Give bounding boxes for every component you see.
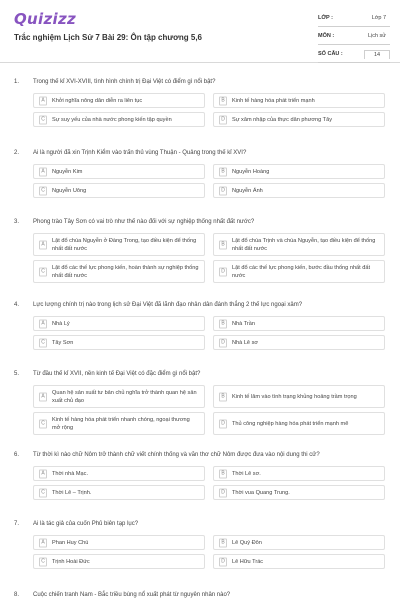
option-letter-box: D — [219, 267, 227, 276]
option-text: Lật đổ các thế lực phong kiến, hoàn thành sự nghiệp thống nhất đất nước — [52, 264, 199, 279]
option-letter-box: A — [39, 319, 47, 328]
answer-option-c[interactable] — [33, 260, 205, 283]
option-text: Kinh tế hàng hóa phát triển mạnh — [232, 97, 315, 104]
answer-option-a[interactable] — [33, 535, 205, 550]
question-header — [0, 521, 400, 535]
answer-option-b[interactable] — [213, 535, 385, 550]
subject-value: Lịch sử — [367, 33, 386, 39]
answer-option-b[interactable] — [213, 385, 385, 408]
question-count-value: 14 — [364, 50, 390, 59]
option-text: Tây Sơn — [52, 339, 74, 346]
question-text: Ai là người đã xin Trịnh Kiểm vào trấn thủ vùng Thuận - Quảng trong thế kỉ XVI? — [33, 150, 247, 156]
question-text: Trong thế kỉ XVI-XVIII, tình hình chính trị Đại Việt có điểm gì nổi bật? — [33, 79, 216, 85]
question-number: 5. — [14, 371, 20, 377]
option-letter-box: B — [219, 538, 227, 547]
question-header — [0, 219, 400, 233]
option-letter-box: A — [39, 469, 47, 478]
question-text: Từ đầu thế kỉ XVII, nền kinh tế Đại Việt có đặc điểm gì nổi bật? — [33, 371, 201, 377]
answer-option-d[interactable] — [213, 260, 385, 283]
option-text: Trịnh Hoài Đức — [52, 558, 90, 565]
option-text: Nhà Trần — [232, 320, 256, 327]
answer-option-a[interactable] — [33, 93, 205, 108]
option-letter-box: D — [219, 557, 227, 566]
class-label: LỚP : — [318, 15, 333, 21]
answer-option-a[interactable] — [33, 233, 205, 256]
option-text: Quan hệ sản xuất tư bản chủ nghĩa trở thành quan hệ sản xuất chủ đạo — [52, 389, 197, 404]
option-text: Kinh tế lâm vào tình trạng khủng hoảng trầm trọng — [232, 393, 357, 400]
answer-option-c[interactable] — [33, 183, 205, 198]
quizizz-logo: Quizizz — [14, 10, 77, 28]
answer-option-a[interactable] — [33, 316, 205, 331]
answer-option-a[interactable] — [33, 385, 205, 408]
option-text: Nguyễn Uông — [52, 187, 87, 194]
class-value: Lớp 7 — [371, 15, 386, 21]
question-3 — [0, 219, 400, 279]
question-8 — [0, 592, 400, 600]
option-text: Sự suy yếu của nhà nước phong kiến tập quyền — [52, 116, 172, 123]
option-letter-box: A — [39, 96, 47, 105]
option-letter-box: D — [219, 419, 227, 428]
question-number: 8. — [14, 592, 20, 598]
answer-option-c[interactable] — [33, 335, 205, 350]
option-letter-box: B — [219, 240, 227, 249]
option-letter-box: C — [39, 115, 47, 124]
question-text: Từ thời kì nào chữ Nôm trở thành chữ viết chính thống và văn thơ chữ Nôm được đưa vào nội dung thi cử? — [33, 452, 320, 458]
option-text: Thời nhà Mạc. — [52, 470, 89, 477]
question-text: Cuộc chiến tranh Nam - Bắc triều bùng nổ xuất phát từ nguyên nhân nào? — [33, 592, 231, 598]
option-text: Thủ công nghiệp hàng hóa phát triển mạnh mẽ — [232, 420, 349, 427]
option-letter-box: D — [219, 338, 227, 347]
option-letter-box: B — [219, 392, 227, 401]
answer-option-b[interactable] — [213, 233, 385, 256]
option-text: Khởi nghĩa nông dân diễn ra liên tục — [52, 97, 143, 104]
class-row — [318, 10, 390, 27]
answer-option-d[interactable] — [213, 412, 385, 435]
answer-option-c[interactable] — [33, 485, 205, 500]
option-text: Nhà Lý — [52, 320, 70, 327]
question-4 — [0, 302, 400, 346]
question-number: 4. — [14, 302, 20, 308]
question-number: 1. — [14, 79, 20, 85]
question-header — [0, 592, 400, 600]
answer-option-b[interactable] — [213, 466, 385, 481]
answer-option-c[interactable] — [33, 554, 205, 569]
subject-row — [318, 28, 390, 45]
option-letter-box: D — [219, 488, 227, 497]
answer-option-b[interactable] — [213, 93, 385, 108]
answer-option-b[interactable] — [213, 316, 385, 331]
option-letter-box: A — [39, 167, 47, 176]
option-letter-box: B — [219, 96, 227, 105]
option-letter-box: B — [219, 319, 227, 328]
subject-label: MÔN : — [318, 33, 335, 39]
option-text: Nhà Lê sơ — [232, 339, 259, 346]
question-text: Phong trào Tây Sơn có vai trò như thế nào đối với sự nghiệp thống nhất đất nước? — [33, 219, 255, 225]
option-text: Nguyễn Kim — [52, 168, 83, 175]
question-text: Lực lượng chính trị nào trong lịch sử Đại Việt đã lãnh đạo nhân dân đánh thắng 2 thế lực ngoại xâm? — [33, 302, 303, 308]
answer-option-a[interactable] — [33, 164, 205, 179]
worksheet-title: Trắc nghiệm Lịch Sử 7 Bài 29: Ôn tập chương 5,6 — [14, 33, 202, 42]
answer-option-b[interactable] — [213, 164, 385, 179]
question-header — [0, 452, 400, 466]
question-2 — [0, 150, 400, 194]
option-letter-box: A — [39, 538, 47, 547]
option-letter-box: D — [219, 115, 227, 124]
question-header — [0, 79, 400, 93]
question-5 — [0, 371, 400, 431]
option-text: Sự xâm nhập của thực dân phương Tây — [232, 116, 333, 123]
option-text: Lật đổ chúa Trịnh và chúa Nguyễn, tạo điều kiện để thống nhất đất nước — [232, 237, 376, 252]
option-letter-box: B — [219, 469, 227, 478]
option-letter-box: C — [39, 419, 47, 428]
question-text: Ai là tác giả của cuốn Phủ biên tạp lục? — [33, 521, 139, 527]
question-count-label: SỐ CÂU : — [318, 51, 343, 57]
option-letter-box: A — [39, 240, 47, 249]
option-text: Thời vua Quang Trung. — [232, 489, 290, 496]
question-1 — [0, 79, 400, 123]
option-text: Lật đổ các thế lực phong kiến, bước đầu thống nhất đất nước — [232, 264, 371, 279]
option-letter-box: C — [39, 557, 47, 566]
option-letter-box: B — [219, 167, 227, 176]
option-text: Nguyễn Ánh — [232, 187, 263, 194]
option-letter-box: C — [39, 267, 47, 276]
answer-option-d[interactable] — [213, 112, 385, 127]
question-count-row — [318, 46, 390, 63]
question-7 — [0, 521, 400, 565]
answer-option-c[interactable] — [33, 112, 205, 127]
option-letter-box: A — [39, 392, 47, 401]
option-text: Thời Lê sơ. — [232, 470, 261, 477]
option-letter-box: C — [39, 488, 47, 497]
question-number: 6. — [14, 452, 20, 458]
question-header — [0, 371, 400, 385]
answer-option-d[interactable] — [213, 335, 385, 350]
question-number: 3. — [14, 219, 20, 225]
option-text: Kinh tế hàng hóa phát triển nhanh chóng, ngoại thương mở rộng — [52, 416, 190, 431]
option-text: Phan Huy Chú — [52, 539, 89, 546]
question-header — [0, 302, 400, 316]
question-number: 2. — [14, 150, 20, 156]
question-header — [0, 150, 400, 164]
option-text: Thời Lê – Trịnh. — [52, 489, 92, 496]
answer-option-d[interactable] — [213, 183, 385, 198]
answer-option-d[interactable] — [213, 554, 385, 569]
answer-option-a[interactable] — [33, 466, 205, 481]
question-number: 7. — [14, 521, 20, 527]
option-letter-box: C — [39, 338, 47, 347]
question-6 — [0, 452, 400, 496]
option-letter-box: D — [219, 186, 227, 195]
answer-option-c[interactable] — [33, 412, 205, 435]
worksheet-header — [0, 0, 400, 63]
option-text: Lê Hữu Trác — [232, 558, 264, 565]
option-text: Lê Quý Đôn — [232, 539, 262, 546]
worksheet-meta — [318, 10, 390, 64]
option-text: Nguyễn Hoàng — [232, 168, 270, 175]
answer-option-d[interactable] — [213, 485, 385, 500]
option-text: Lật đổ chúa Nguyễn ở Đàng Trong, tạo điều kiện để thống nhất đất nước — [52, 237, 197, 252]
option-letter-box: C — [39, 186, 47, 195]
